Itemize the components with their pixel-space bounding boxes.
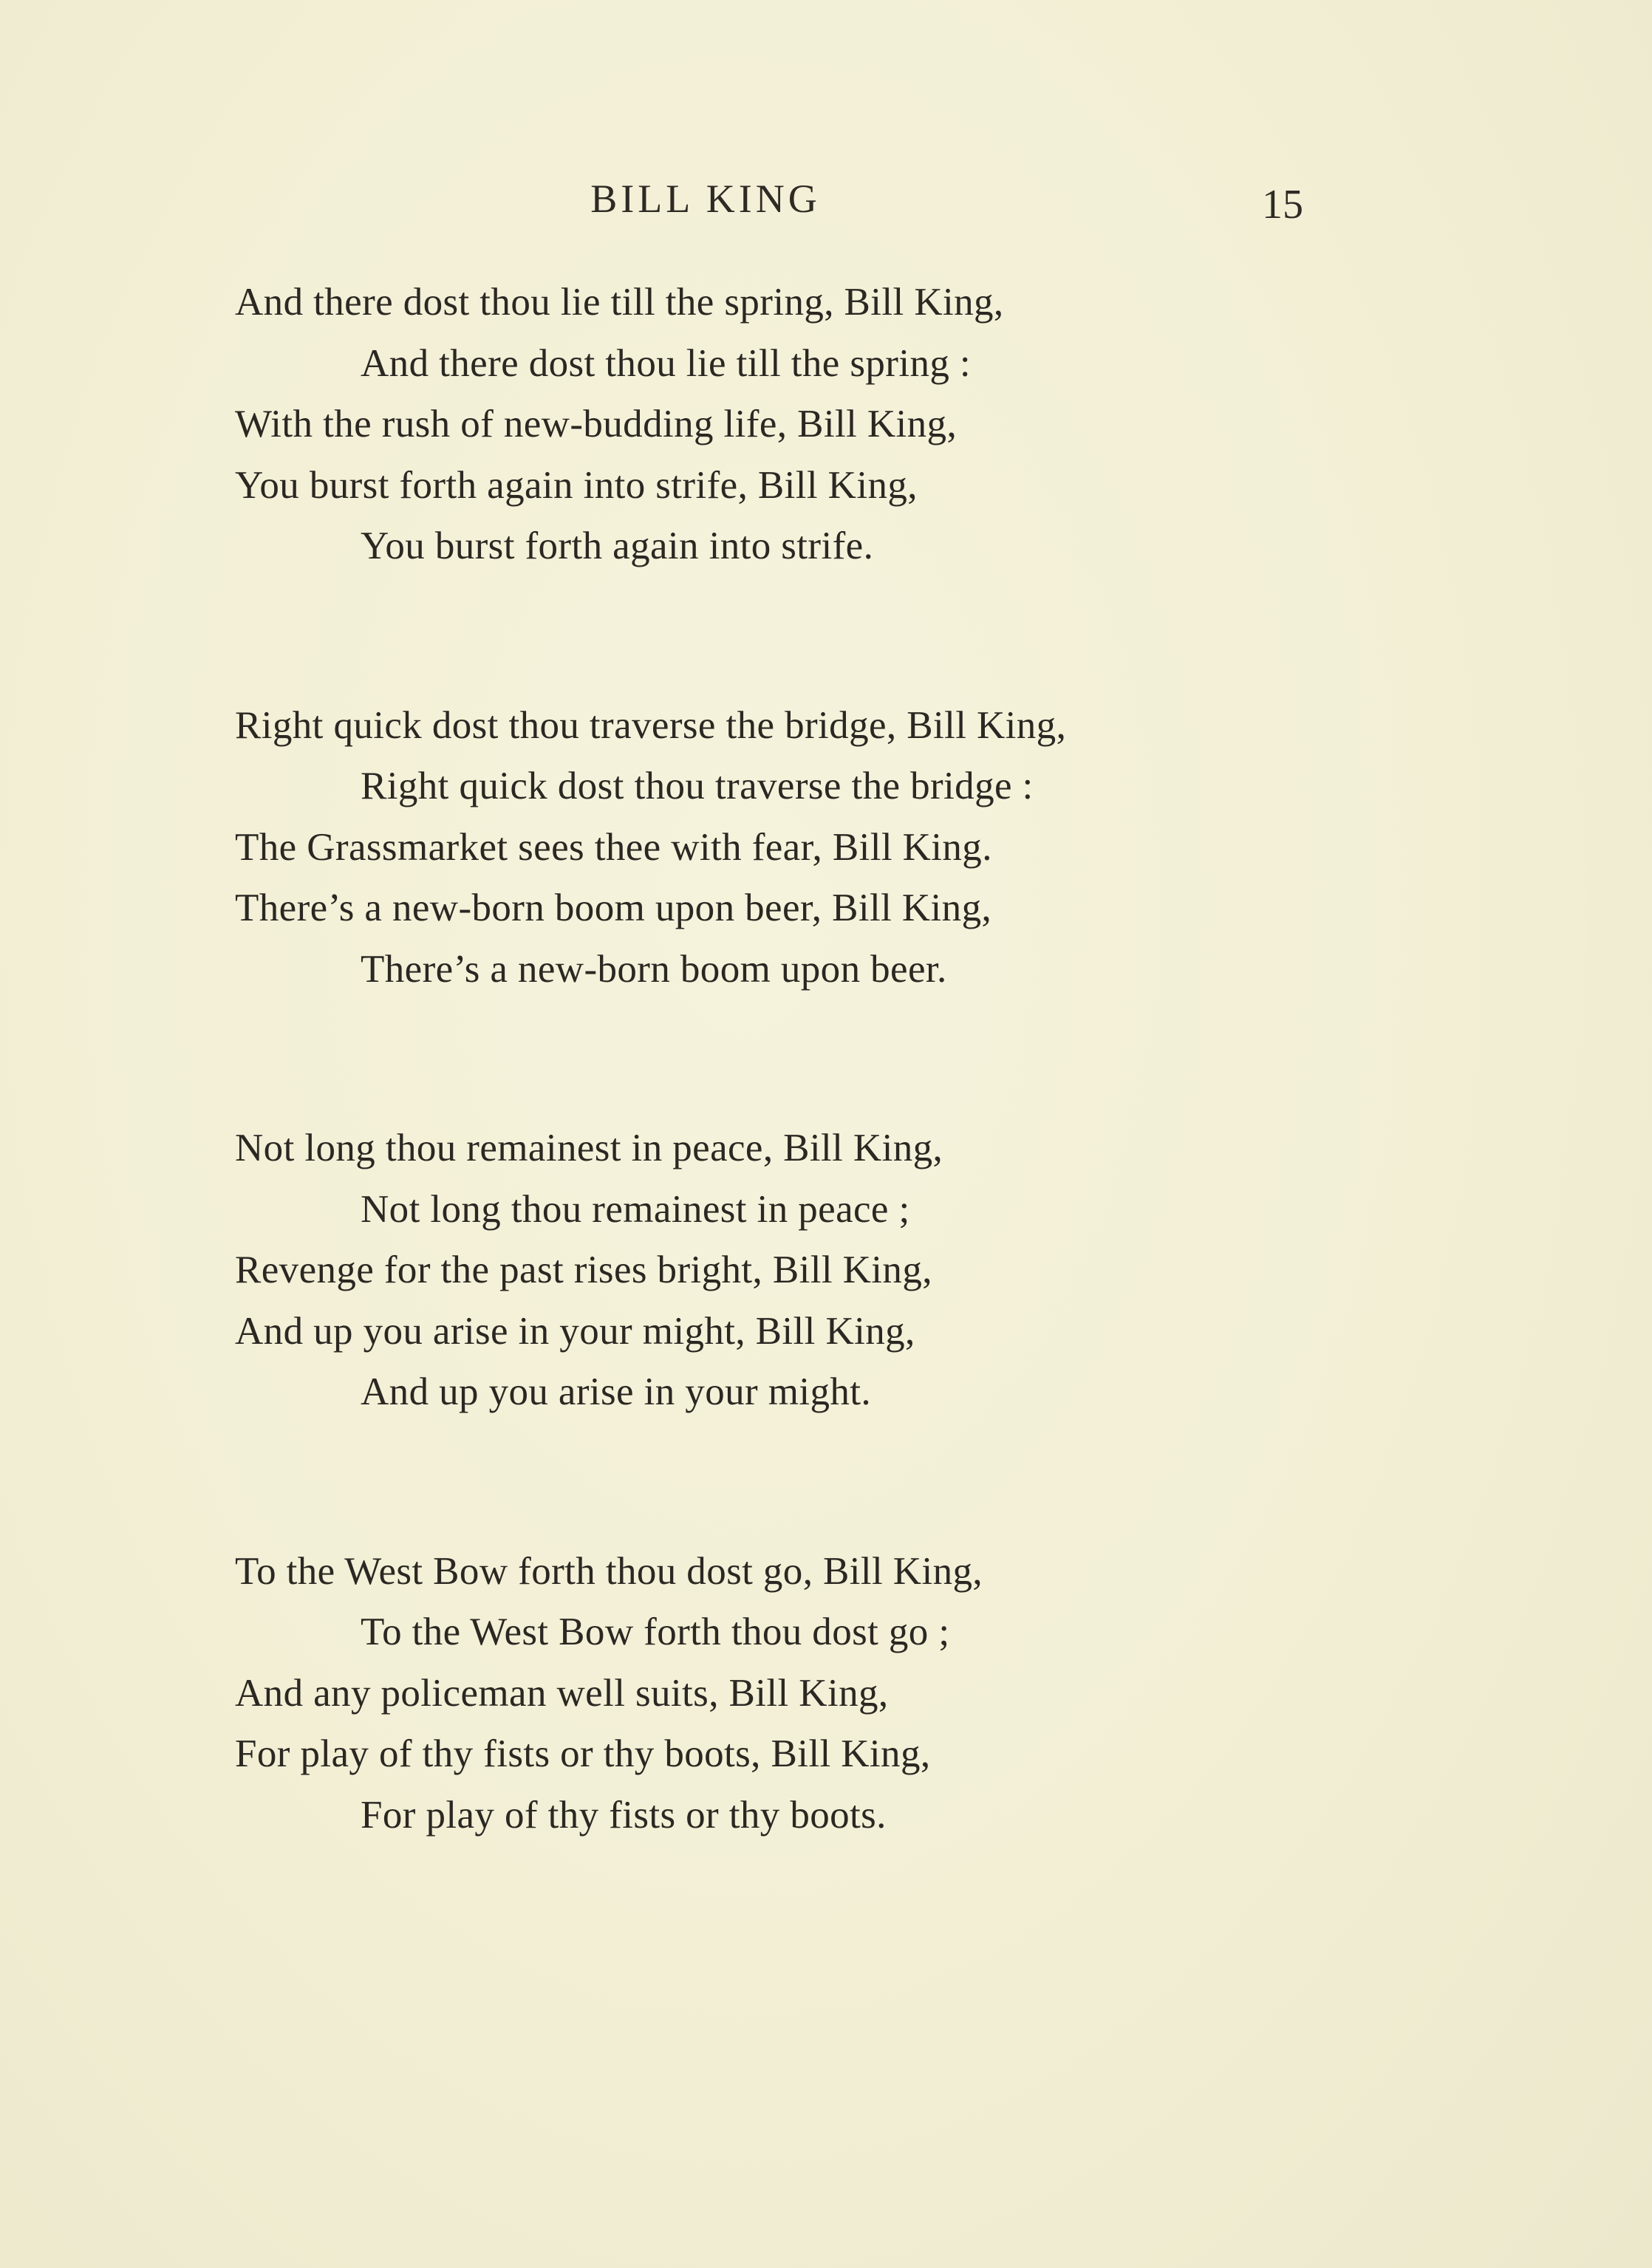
poem-line: You burst forth again into strife, Bill King, — [235, 463, 918, 507]
stanza-3 — [235, 1118, 1491, 1423]
poem-line-indented: To the West Bow forth thou dost go ; — [361, 1611, 950, 1653]
poem-line: And any policeman well suits, Bill King, — [235, 1671, 889, 1715]
stanza-1 — [235, 272, 1491, 577]
poem-line: To the West Bow forth thou dost go, Bill King, — [235, 1549, 983, 1593]
poem-line: And there dost thou lie till the spring, Bill King, — [235, 281, 1004, 324]
poem-line: Revenge for the past rises bright, Bill King, — [235, 1249, 932, 1291]
poem-line: Not long thou remainest in peace, Bill King, — [235, 1127, 943, 1169]
poem-line-indented: There’s a new-born boom upon beer. — [361, 947, 947, 991]
poem-line-indented: And there dost thou lie till the spring : — [361, 341, 972, 385]
poem-line: There’s a new-born boom upon beer, Bill King, — [235, 887, 992, 929]
running-title: BILL KING — [590, 177, 821, 221]
poem — [235, 272, 1491, 1964]
poem-line: The Grassmarket sees thee with fear, Bill King. — [235, 825, 992, 869]
poem-line-indented: Right quick dost thou traverse the bridge : — [361, 765, 1034, 807]
poem-line: Right quick dost thou traverse the bridge, Bill King, — [235, 703, 1067, 747]
poem-line-indented: Not long thou remainest in peace ; — [361, 1187, 910, 1231]
poem-line-indented: For play of thy fists or thy boots. — [361, 1793, 887, 1837]
poem-line-indented: You burst forth again into strife. — [361, 525, 874, 567]
poem-line: And up you arise in your might, Bill King, — [235, 1309, 915, 1353]
poem-line: For play of thy fists or thy boots, Bill King, — [235, 1732, 931, 1775]
poem-line-indented: And up you arise in your might. — [361, 1370, 872, 1413]
stanza-2 — [235, 695, 1491, 1000]
poem-line: With the rush of new-budding life, Bill King, — [235, 403, 958, 445]
page-number: 15 — [1262, 182, 1303, 228]
stanza-4 — [235, 1541, 1491, 1846]
